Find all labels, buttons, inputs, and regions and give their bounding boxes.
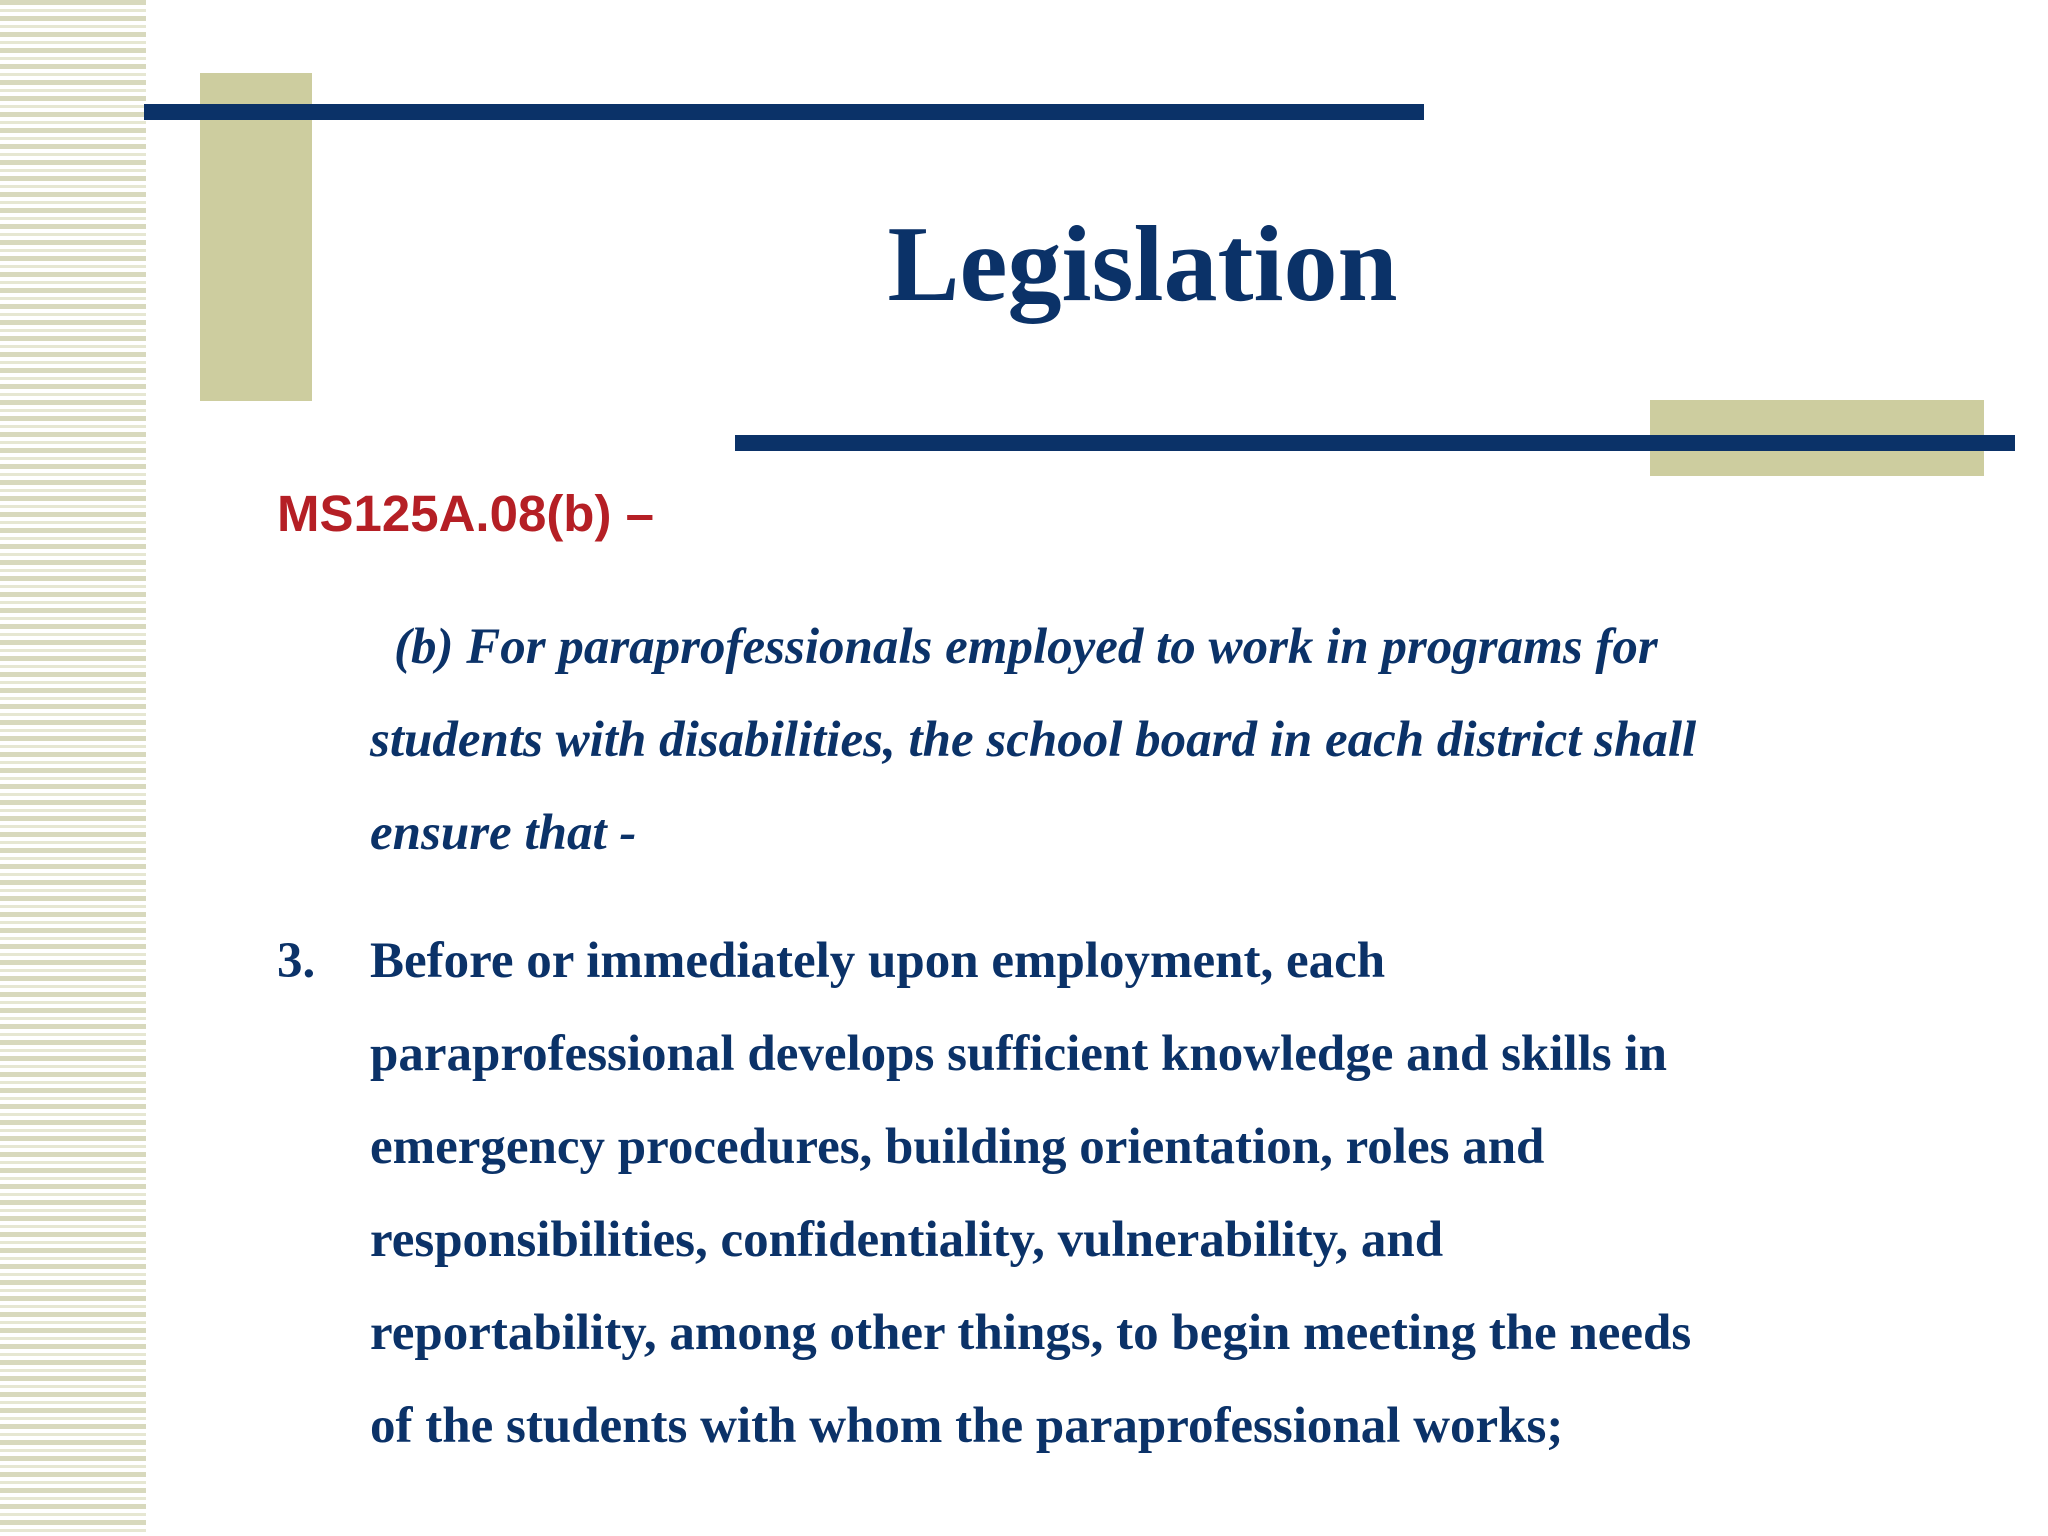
slide-title: Legislation (887, 205, 1398, 324)
list-item-number: 3. (277, 933, 316, 989)
list-item-text (370, 915, 1930, 1473)
quote-line: (b) For paraprofessionals employed to work in programs for (394, 619, 1658, 675)
statute-reference: MS125A.08(b) – (277, 485, 654, 542)
item-text-line: responsibilities, confidentiality, vulnerability, and (370, 1212, 1444, 1268)
quote-line: students with disabilities, the school board in each district shall (370, 712, 1697, 768)
decorative-navy-line-top (144, 104, 1424, 120)
statute-quote (370, 601, 1890, 880)
decorative-olive-block-top (200, 73, 312, 401)
quote-line: ensure that - (370, 805, 637, 861)
item-text-line: of the students with whom the paraprofessional works; (370, 1398, 1564, 1454)
decorative-navy-line-bottom (735, 435, 2015, 451)
item-text-line: emergency procedures, building orientation, roles and (370, 1119, 1545, 1175)
item-text-line: reportability, among other things, to begin meeting the needs (370, 1305, 1692, 1361)
item-text-line: paraprofessional develops sufficient knowledge and skills in (370, 1026, 1667, 1082)
item-text-line: Before or immediately upon employment, each (370, 933, 1386, 989)
decorative-stripe-band (0, 0, 146, 1536)
